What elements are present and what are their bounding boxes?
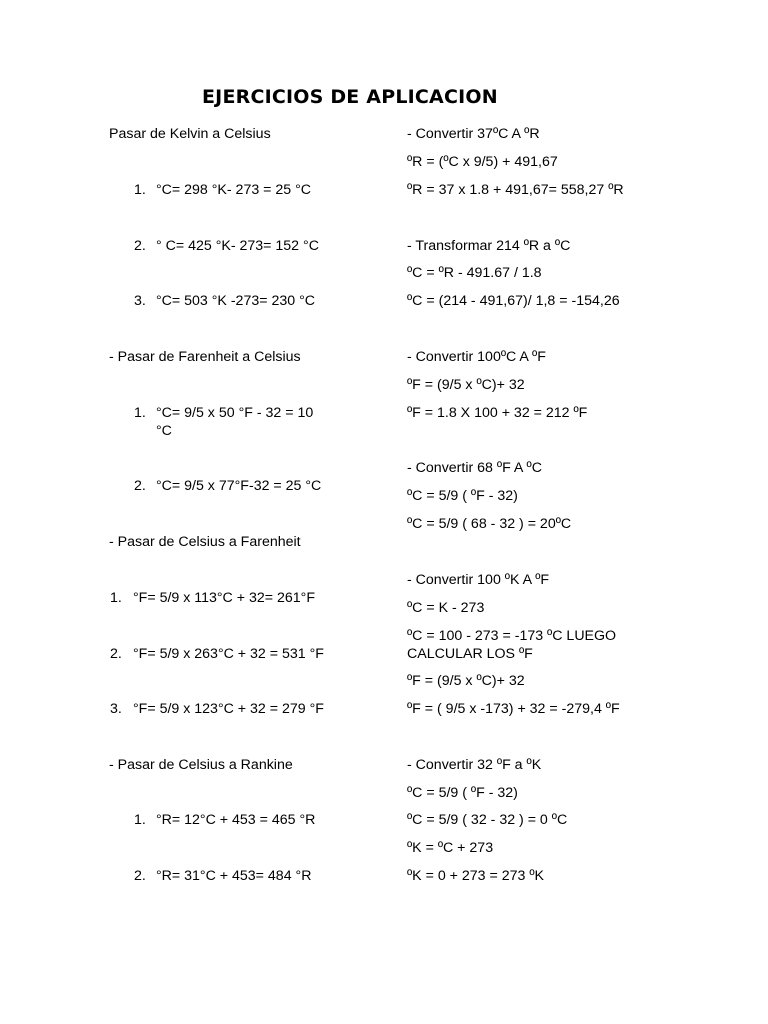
heading-celsius-rankine: - Pasar de Celsius a Rankine: [109, 757, 293, 773]
item-number: 3.: [134, 293, 146, 309]
right-line-17: ºF = (9/5 x ºC)+ 32: [407, 673, 525, 689]
right-line-16: CALCULAR LOS ºF: [407, 646, 533, 662]
right-line-18: ºF = ( 9/5 x -173) + 32 = -279,4 ºF: [407, 701, 620, 717]
right-line-11: ºC = 5/9 ( ºF - 32): [407, 488, 518, 504]
kelvin-celsius-item-3: °C= 503 °K -273= 230 °C: [156, 293, 315, 309]
item-number: 1.: [134, 812, 146, 828]
kelvin-celsius-item-2: ° C= 425 °K- 273= 152 °C: [156, 238, 319, 254]
item-number: 2.: [134, 478, 146, 494]
item-number: 2.: [110, 646, 122, 662]
right-line-22: ºK = ºC + 273: [407, 840, 494, 856]
right-line-5: ºC = ºR - 491.67 / 1.8: [407, 265, 542, 281]
item-number: 2.: [134, 238, 146, 254]
right-line-20: ºC = 5/9 ( ºF - 32): [407, 785, 518, 801]
item-number: 3.: [110, 701, 122, 717]
right-line-12: ºC = 5/9 ( 68 - 32 ) = 20ºC: [407, 516, 572, 532]
right-line-15: ºC = 100 - 273 = -173 ºC LUEGO: [407, 628, 617, 644]
right-line-19: - Convertir 32 ºF a ºK: [407, 757, 542, 773]
right-line-1: - Convertir 37ºC A ºR: [407, 126, 540, 142]
right-line-13: - Convertir 100 ºK A ºF: [407, 572, 550, 588]
right-line-9: ºF = 1.8 X 100 + 32 = 212 ºF: [407, 405, 588, 421]
item-number: 2.: [134, 868, 146, 884]
kelvin-celsius-item-1: °C= 298 °K- 273 = 25 °C: [156, 182, 312, 198]
right-line-8: ºF = (9/5 x ºC)+ 32: [407, 377, 525, 393]
right-line-4: - Transformar 214 ºR a ºC: [407, 238, 571, 254]
celsius-rankine-item-2: °R= 31°C + 453= 484 °R: [156, 868, 312, 884]
celsius-farenheit-item-3: °F= 5/9 x 123°C + 32 = 279 °F: [133, 701, 324, 717]
right-line-23: ºK = 0 + 273 = 273 ºK: [407, 868, 544, 884]
right-line-7: - Convertir 100ºC A ºF: [407, 349, 546, 365]
page-title: EJERCICIOS DE APLICACION: [202, 86, 498, 108]
right-line-2: ºR = (ºC x 9/5) + 491,67: [407, 154, 558, 170]
heading-kelvin-celsius: Pasar de Kelvin a Celsius: [109, 126, 271, 142]
celsius-farenheit-item-1: °F= 5/9 x 113°C + 32= 261°F: [133, 590, 315, 606]
right-line-6: ºC = (214 - 491,67)/ 1,8 = -154,26: [407, 293, 620, 309]
item-number: 1.: [110, 590, 122, 606]
farenheit-celsius-item-2: °C= 9/5 x 77°F-32 = 25 °C: [156, 478, 322, 494]
right-line-21: ºC = 5/9 ( 32 - 32 ) = 0 ºC: [407, 812, 568, 828]
right-line-14: ºC = K - 273: [407, 600, 485, 616]
heading-farenheit-celsius: - Pasar de Farenheit a Celsius: [109, 349, 301, 365]
right-line-10: - Convertir 68 ºF A ºC: [407, 460, 542, 476]
celsius-farenheit-item-2: °F= 5/9 x 263°C + 32 = 531 °F: [133, 646, 324, 662]
celsius-rankine-item-1: °R= 12°C + 453 = 465 °R: [156, 812, 316, 828]
farenheit-celsius-item-1-cont: °C: [156, 423, 172, 439]
right-line-3: ºR = 37 x 1.8 + 491,67= 558,27 ºR: [407, 182, 624, 198]
item-number: 1.: [134, 182, 146, 198]
farenheit-celsius-item-1: °C= 9/5 x 50 °F - 32 = 10: [156, 405, 314, 421]
item-number: 1.: [134, 405, 146, 421]
heading-celsius-farenheit: - Pasar de Celsius a Farenheit: [109, 534, 301, 550]
